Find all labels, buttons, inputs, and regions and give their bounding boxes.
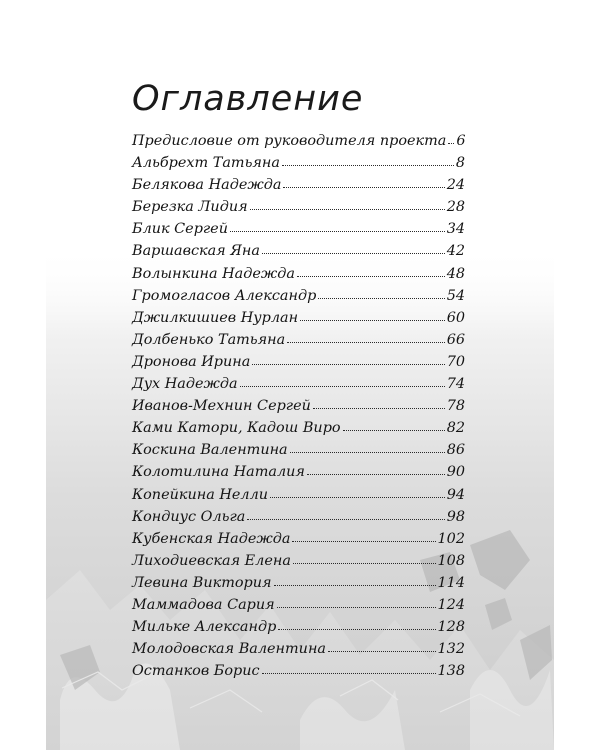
toc-entry[interactable]: [132, 243, 465, 265]
toc-entry-page-number: 82: [446, 420, 465, 437]
toc-entry-leader-dots: [277, 606, 436, 608]
toc-entry-page-number: 34: [446, 221, 465, 238]
toc-title: Оглавление: [132, 79, 364, 119]
toc-entry[interactable]: [132, 155, 465, 177]
toc-entry-label: Колотилина Наталия: [132, 464, 305, 481]
toc-entry[interactable]: [132, 133, 465, 155]
toc-entry-page-number: 138: [437, 663, 465, 680]
toc-entry-page-number: 74: [446, 376, 465, 393]
toc-entry-page-number: 102: [437, 530, 465, 547]
toc-entry[interactable]: [132, 531, 465, 553]
toc-entry-page-number: 48: [446, 265, 465, 282]
toc-entry-page-number: 28: [446, 199, 465, 216]
toc-entry-page-number: 66: [446, 331, 465, 348]
toc-entry-leader-dots: [297, 275, 445, 277]
toc-entry-leader-dots: [240, 385, 445, 387]
toc-entry-label: Кондиус Ольга: [132, 508, 246, 525]
toc-entry-label: Дронова Ирина: [132, 353, 251, 370]
toc-entry-leader-dots: [247, 518, 444, 520]
toc-entry-leader-dots: [270, 496, 445, 498]
toc-entry-page-number: 98: [446, 508, 465, 525]
toc-entry[interactable]: [132, 398, 465, 420]
toc-entry-page-number: 114: [437, 574, 465, 591]
toc-entry[interactable]: [132, 376, 465, 398]
toc-entry-page-number: 90: [446, 464, 465, 481]
toc-entry-label: Джилкишиев Нурлан: [132, 309, 299, 326]
toc-entry-label: Ками Катори, Кадош Виро: [132, 420, 341, 437]
toc-entry-page-number: 6: [456, 133, 466, 149]
toc-entry[interactable]: [132, 575, 465, 597]
toc-entry-label: Дух Надежда: [132, 376, 238, 393]
toc-entry-label: Кубенская Надежда: [132, 530, 291, 547]
toc-entry-leader-dots: [307, 473, 445, 475]
toc-entry-label: Коскина Валентина: [132, 442, 288, 459]
toc-entry[interactable]: [132, 266, 465, 288]
toc-entry[interactable]: [132, 221, 465, 243]
toc-entry-leader-dots: [318, 297, 444, 299]
toc-entry-page-number: 60: [446, 309, 465, 326]
toc-entry-label: Альбрехт Татьяна: [132, 155, 280, 172]
toc-list: [132, 133, 465, 685]
toc-entry-label: Мильке Александр: [132, 619, 277, 636]
toc-entry-label: Левина Виктория: [132, 574, 272, 591]
toc-entry-leader-dots: [282, 164, 454, 166]
toc-entry-leader-dots: [230, 230, 445, 232]
toc-entry-page-number: 78: [446, 398, 465, 415]
toc-entry[interactable]: [132, 199, 465, 221]
toc-entry-label: Предисловие от руководителя проекта: [132, 133, 447, 149]
toc-entry-label: Долбенько Татьяна: [132, 331, 286, 348]
toc-entry-label: Молодовская Валентина: [132, 641, 327, 658]
toc-entry[interactable]: [132, 420, 465, 442]
toc-entry-leader-dots: [252, 363, 444, 365]
toc-entry-leader-dots: [343, 429, 445, 431]
toc-entry[interactable]: [132, 619, 465, 641]
toc-entry-label: Березка Лидия: [132, 199, 248, 216]
toc-entry[interactable]: [132, 310, 465, 332]
toc-entry-leader-dots: [262, 672, 436, 674]
toc-entry-leader-dots: [287, 341, 444, 343]
toc-entry[interactable]: [132, 464, 465, 486]
toc-entry[interactable]: [132, 597, 465, 619]
toc-entry-label: Варшавская Яна: [132, 243, 260, 260]
toc-entry-leader-dots: [278, 628, 435, 630]
toc-entry-page-number: 94: [446, 486, 465, 503]
toc-entry-page-number: 70: [446, 353, 465, 370]
toc-entry-page-number: 128: [437, 619, 465, 636]
toc-entry[interactable]: [132, 487, 465, 509]
toc-entry-label: Лиходиевская Елена: [132, 552, 291, 569]
toc-entry-leader-dots: [262, 252, 445, 254]
toc-entry-page-number: 86: [446, 442, 465, 459]
toc-entry-leader-dots: [293, 562, 436, 564]
toc-entry-page-number: 108: [437, 552, 465, 569]
toc-entry-leader-dots: [300, 319, 445, 321]
toc-entry-label: Копейкина Нелли: [132, 486, 269, 503]
toc-entry-label: Блик Сергей: [132, 221, 228, 238]
toc-entry[interactable]: [132, 641, 465, 663]
toc-entry-leader-dots: [283, 186, 444, 188]
toc-entry-leader-dots: [290, 451, 445, 453]
toc-entry-label: Иванов-Мехнин Сергей: [132, 398, 311, 415]
toc-entry-leader-dots: [274, 584, 436, 586]
toc-entry[interactable]: [132, 354, 465, 376]
toc-entry-label: Громогласов Александр: [132, 287, 317, 304]
toc-entry[interactable]: [132, 553, 465, 575]
toc-entry-label: Маммадова Сария: [132, 596, 275, 613]
toc-entry-label: Волынкина Надежда: [132, 265, 295, 282]
toc-entry-leader-dots: [250, 208, 445, 210]
toc-entry-label: Белякова Надежда: [132, 177, 282, 194]
toc-entry[interactable]: [132, 442, 465, 464]
toc-entry-page-number: 42: [446, 243, 465, 260]
toc-entry-page-number: 124: [437, 596, 465, 613]
toc-entry-leader-dots: [328, 650, 436, 652]
toc-entry[interactable]: [132, 288, 465, 310]
toc-entry-label: Останков Борис: [132, 663, 260, 680]
toc-entry[interactable]: [132, 177, 465, 199]
toc-entry[interactable]: [132, 663, 465, 685]
toc-entry-page-number: 8: [455, 155, 465, 172]
toc-entry-page-number: 54: [446, 287, 465, 304]
toc-entry-leader-dots: [313, 407, 445, 409]
toc-entry-page-number: 132: [437, 641, 465, 658]
toc-entry-leader-dots: [448, 142, 454, 144]
toc-entry-leader-dots: [292, 540, 435, 542]
toc-entry-page-number: 24: [446, 177, 465, 194]
toc-entry[interactable]: [132, 509, 465, 531]
toc-entry[interactable]: [132, 332, 465, 354]
